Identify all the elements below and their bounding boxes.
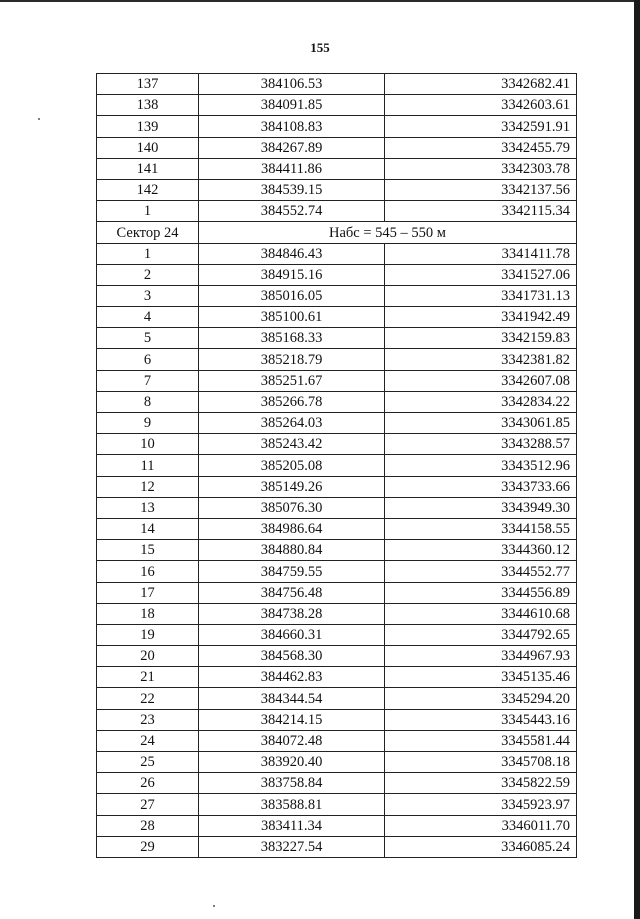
coord-x: 384552.74 [199, 201, 385, 222]
coord-x: 384756.48 [199, 582, 385, 603]
table-row [97, 518, 577, 539]
coord-y: 3346085.24 [385, 836, 577, 857]
coord-x: 383227.54 [199, 836, 385, 857]
coord-x: 385100.61 [199, 307, 385, 328]
coord-y: 3345135.46 [385, 667, 577, 688]
coord-y: 3342455.79 [385, 137, 577, 158]
coord-x: 385149.26 [199, 476, 385, 497]
point-number: 29 [97, 836, 199, 857]
coord-y: 3344610.68 [385, 603, 577, 624]
coord-y: 3341527.06 [385, 264, 577, 285]
coord-x: 385218.79 [199, 349, 385, 370]
coord-x: 384462.83 [199, 667, 385, 688]
point-number: 19 [97, 624, 199, 645]
coord-x: 384880.84 [199, 540, 385, 561]
scan-edge-right [634, 0, 640, 919]
scan-speck [213, 905, 215, 907]
point-number: 140 [97, 137, 199, 158]
point-number: 138 [97, 95, 199, 116]
coord-y: 3343733.66 [385, 476, 577, 497]
point-number: 10 [97, 434, 199, 455]
coord-y: 3344967.93 [385, 646, 577, 667]
table-row [97, 158, 577, 179]
coord-x: 384759.55 [199, 561, 385, 582]
table-row [97, 116, 577, 137]
sector-row [97, 222, 577, 243]
coord-y: 3342303.78 [385, 158, 577, 179]
coord-x: 385266.78 [199, 391, 385, 412]
table-row [97, 137, 577, 158]
coord-x: 384539.15 [199, 179, 385, 200]
table-body-bottom [97, 243, 577, 857]
point-number: 16 [97, 561, 199, 582]
coord-x: 385076.30 [199, 497, 385, 518]
table-row [97, 794, 577, 815]
coord-x: 384915.16 [199, 264, 385, 285]
coord-x: 383758.84 [199, 773, 385, 794]
point-number: 13 [97, 497, 199, 518]
coord-y: 3342115.34 [385, 201, 577, 222]
point-number: 142 [97, 179, 199, 200]
coord-x: 384072.48 [199, 730, 385, 751]
coord-y: 3342159.83 [385, 328, 577, 349]
point-number: 11 [97, 455, 199, 476]
table-row [97, 264, 577, 285]
table-row [97, 688, 577, 709]
point-number: 12 [97, 476, 199, 497]
coord-y: 3345294.20 [385, 688, 577, 709]
table-row [97, 561, 577, 582]
coord-x: 384106.53 [199, 74, 385, 95]
table-row [97, 243, 577, 264]
point-number: 7 [97, 370, 199, 391]
point-number: 26 [97, 773, 199, 794]
coord-y: 3343512.96 [385, 455, 577, 476]
coord-x: 385264.03 [199, 413, 385, 434]
coord-y: 3342137.56 [385, 179, 577, 200]
point-number: 3 [97, 285, 199, 306]
sector-header [97, 222, 577, 243]
coord-y: 3345822.59 [385, 773, 577, 794]
page-number: 155 [310, 40, 330, 55]
table-row [97, 74, 577, 95]
point-number: 15 [97, 540, 199, 561]
coord-y: 3342834.22 [385, 391, 577, 412]
coord-y: 3342607.08 [385, 370, 577, 391]
coord-x: 384738.28 [199, 603, 385, 624]
coord-y: 3342591.91 [385, 116, 577, 137]
point-number: 9 [97, 413, 199, 434]
coord-y: 3345443.16 [385, 709, 577, 730]
point-number: 20 [97, 646, 199, 667]
table-row [97, 540, 577, 561]
point-number: 25 [97, 752, 199, 773]
point-number: 8 [97, 391, 199, 412]
table-row [97, 434, 577, 455]
point-number: 6 [97, 349, 199, 370]
point-number: 141 [97, 158, 199, 179]
table-row [97, 349, 577, 370]
table-row [97, 201, 577, 222]
point-number: 23 [97, 709, 199, 730]
point-number: 5 [97, 328, 199, 349]
point-number: 28 [97, 815, 199, 836]
table-row [97, 285, 577, 306]
coord-x: 384214.15 [199, 709, 385, 730]
coord-x: 384108.83 [199, 116, 385, 137]
coord-x: 383920.40 [199, 752, 385, 773]
coord-y: 3341942.49 [385, 307, 577, 328]
point-number: 2 [97, 264, 199, 285]
table-row [97, 646, 577, 667]
coord-x: 385205.08 [199, 455, 385, 476]
coord-x: 384660.31 [199, 624, 385, 645]
coord-x: 384344.54 [199, 688, 385, 709]
table-row [97, 603, 577, 624]
point-number: 1 [97, 243, 199, 264]
coord-x: 384267.89 [199, 137, 385, 158]
point-number: 14 [97, 518, 199, 539]
coord-x: 384091.85 [199, 95, 385, 116]
table-row [97, 709, 577, 730]
point-number: 17 [97, 582, 199, 603]
coord-y: 3344360.12 [385, 540, 577, 561]
table-row [97, 497, 577, 518]
coord-y: 3342381.82 [385, 349, 577, 370]
table-body-top [97, 74, 577, 222]
scan-speck [38, 118, 40, 120]
coord-y: 3344158.55 [385, 518, 577, 539]
table-row [97, 752, 577, 773]
sector-name: Сектор 24 [97, 222, 199, 243]
point-number: 22 [97, 688, 199, 709]
point-number: 4 [97, 307, 199, 328]
scan-edge-top [0, 0, 640, 2]
coord-x: 385016.05 [199, 285, 385, 306]
coord-y: 3342682.41 [385, 74, 577, 95]
table-row [97, 95, 577, 116]
point-number: 18 [97, 603, 199, 624]
coord-x: 384411.86 [199, 158, 385, 179]
coord-x: 383411.34 [199, 815, 385, 836]
coord-x: 385168.33 [199, 328, 385, 349]
coord-x: 384986.64 [199, 518, 385, 539]
coord-y: 3343949.30 [385, 497, 577, 518]
table-row [97, 582, 577, 603]
table-row [97, 730, 577, 751]
table-row [97, 455, 577, 476]
coord-x: 385251.67 [199, 370, 385, 391]
coord-y: 3342603.61 [385, 95, 577, 116]
table-row [97, 307, 577, 328]
point-number: 139 [97, 116, 199, 137]
coord-y: 3345581.44 [385, 730, 577, 751]
coord-y: 3341731.13 [385, 285, 577, 306]
table-row [97, 815, 577, 836]
coord-y: 3344792.65 [385, 624, 577, 645]
table-row [97, 370, 577, 391]
table-row [97, 773, 577, 794]
coord-y: 3344556.89 [385, 582, 577, 603]
table-row [97, 413, 577, 434]
coord-y: 3346011.70 [385, 815, 577, 836]
coord-y: 3345708.18 [385, 752, 577, 773]
coordinates-table [96, 73, 577, 858]
point-number: 27 [97, 794, 199, 815]
table-row [97, 667, 577, 688]
coord-x: 385243.42 [199, 434, 385, 455]
table-row [97, 624, 577, 645]
coord-y: 3343061.85 [385, 413, 577, 434]
coord-x: 384568.30 [199, 646, 385, 667]
point-number: 137 [97, 74, 199, 95]
coord-x: 383588.81 [199, 794, 385, 815]
table-row [97, 476, 577, 497]
coord-x: 384846.43 [199, 243, 385, 264]
point-number: 24 [97, 730, 199, 751]
coord-y: 3343288.57 [385, 434, 577, 455]
table-row [97, 328, 577, 349]
point-number: 21 [97, 667, 199, 688]
table-row [97, 179, 577, 200]
table-row [97, 836, 577, 857]
coord-y: 3341411.78 [385, 243, 577, 264]
coord-y: 3344552.77 [385, 561, 577, 582]
sector-elevation: Набс = 545 – 550 м [199, 222, 577, 243]
table-row [97, 391, 577, 412]
coord-y: 3345923.97 [385, 794, 577, 815]
point-number: 1 [97, 201, 199, 222]
